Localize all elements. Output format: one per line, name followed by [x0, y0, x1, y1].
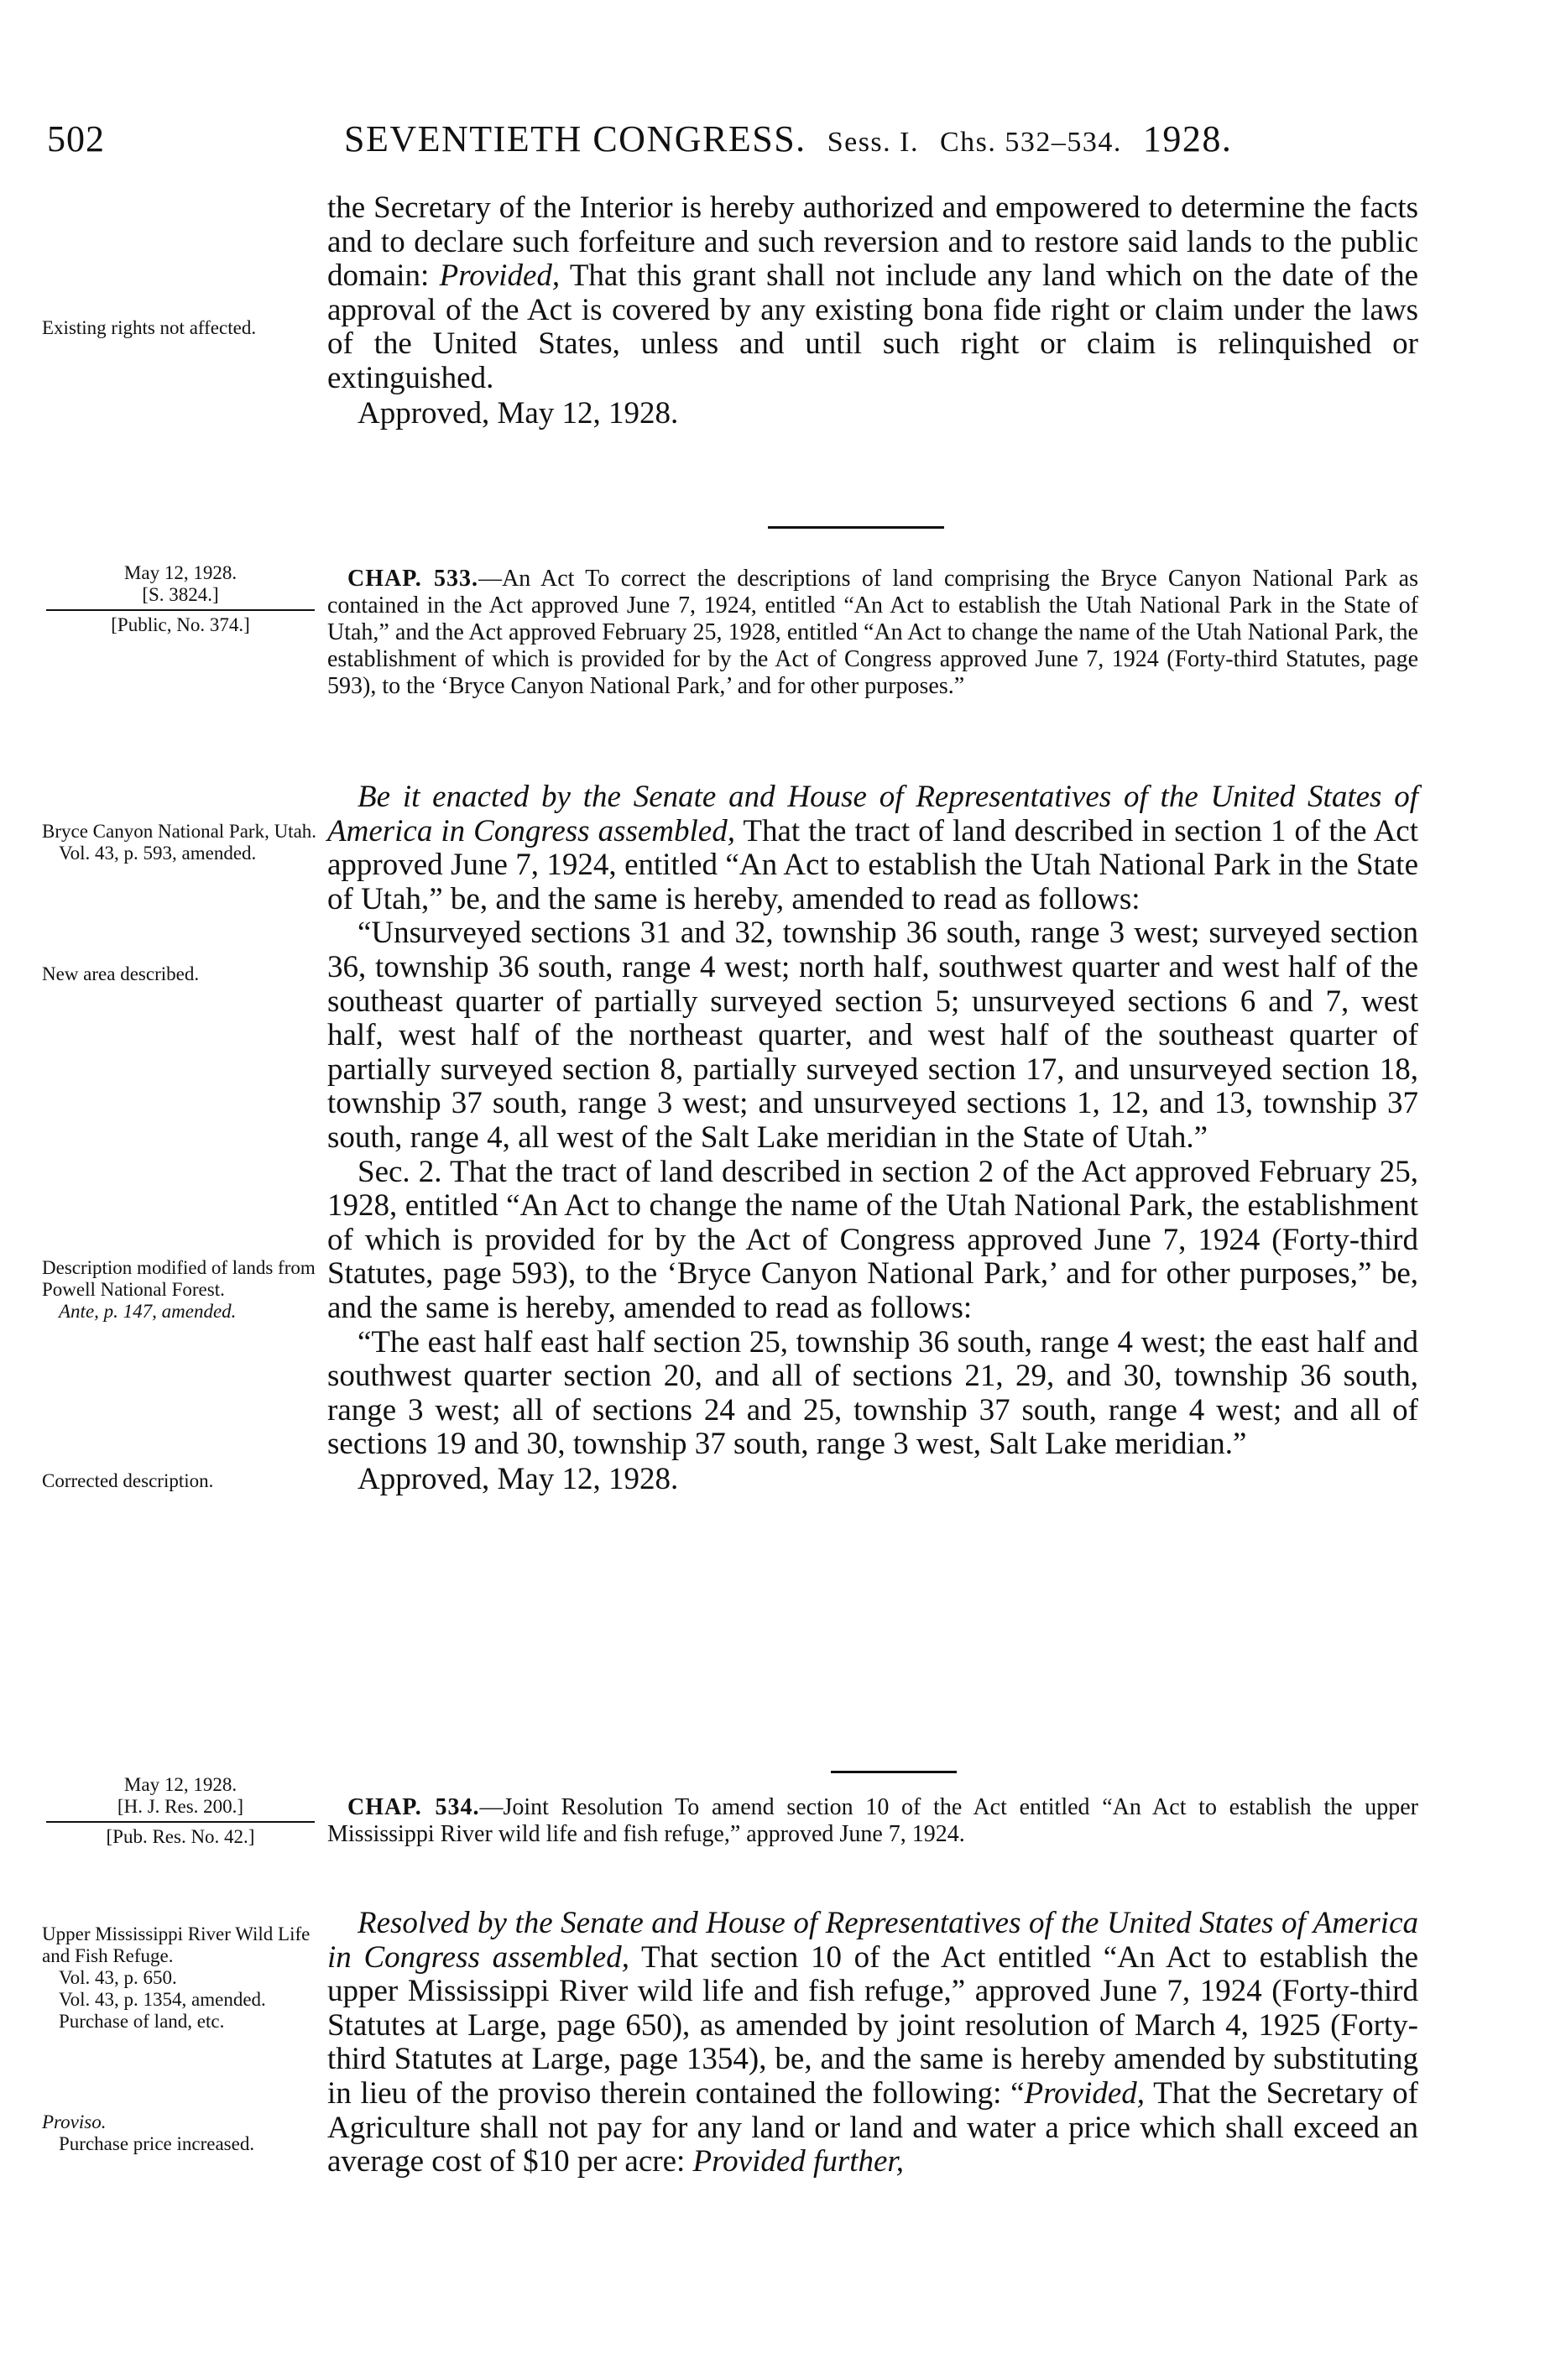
- chap532-approved: Approved, May 12, 1928.: [358, 395, 679, 431]
- chapter-divider-2: [831, 1771, 957, 1773]
- running-head-main: SEVENTIETH CONGRESS.: [344, 118, 806, 159]
- running-head-session: Sess. I.: [827, 127, 919, 158]
- chap532-text-before-proviso: the Secretary of the Interior is hereby authorized and empowered to determine the facts and to declare such forfeiture and such reversion and to restore said lands to the public domain:: [327, 191, 1418, 294]
- margin-bryce-title: Bryce Canyon National Park, Utah.: [42, 821, 317, 842]
- chap533-enacting-clause: Be it enacted by the Senate and House of Representatives of the United States of America in Congress assembled,: [327, 780, 1418, 848]
- chap534-title: —Joint Resolution To amend section 10 of the Act entitled “An Act to establish the upper Mississippi River wild life and fish refuge,” approved June 7, 1924.: [327, 1794, 1418, 1847]
- chap533-section2-paragraph: [327, 1156, 1418, 1326]
- chap532-provided: Provided,: [439, 258, 561, 294]
- margin-refuge-ref2: Vol. 43, p. 1354, amended.: [59, 1989, 266, 2010]
- chap533-label: CHAP. 533.: [347, 566, 479, 592]
- chapter-divider: [768, 526, 944, 529]
- chap533-enacting-paragraph: [327, 780, 1418, 916]
- chap533-margin-citation: [42, 562, 319, 636]
- margin-note-new-area: New area described.: [42, 963, 200, 984]
- chap533-section2-label: Sec. 2.: [358, 1154, 442, 1189]
- chap533-quoted-description-1: “Unsurveyed sections 31 and 32, township 36 south, range 3 west; surveyed section 36, township 36 south, range 4 west; north half, southwest quarter and west half of the southeast quarter of partially surveyed section 5; unsurveyed sections 6 and 7, west half, west half of the northeast quarter, and west half of the southeast quarter of partially surveyed section 8, partially surveyed section 17, and unsurveyed section 18, township 37 south, range 3 west; and unsurveyed sections 1, 12, and 13, township 37 south, range 4, all west of the Salt Lake meridian in the State of Utah.”: [327, 916, 1418, 1155]
- margin-price-increased: Purchase price increased.: [59, 2133, 255, 2154]
- margin-purchase: Purchase of land, etc.: [59, 2011, 225, 2032]
- chap533-margin-date: May 12, 1928.: [123, 562, 237, 583]
- chap534-margin-date: May 12, 1928.: [123, 1774, 237, 1795]
- running-head-chapters: Chs. 532–534.: [939, 127, 1122, 158]
- margin-proviso-label: Proviso.: [42, 2111, 107, 2132]
- chap534-margin-public: [Pub. Res. No. 42.]: [106, 1826, 255, 1847]
- margin-note-bryce-canyon: [42, 821, 319, 864]
- chap534-text-before-provided: That section 10 of the Act entitled “An Act to establish the upper Mississippi River wild life and fish refuge,” approved June 7, 1924 (Forty-third Statutes at Large, page 650), as amended by joint resolution of March 4, 1925 (Forty-third Statutes at Large, page 1354), be, and the same is hereby amended by substituting in lieu of the proviso therein contained the following: “: [327, 1939, 1418, 2111]
- chap533-quoted-description-2: “The east half east half section 25, township 36 south, range 4 west; the east half and southwest quarter section 20, and all of sections 21, 29, and 30, township 36 south, range 3 west; all of sections 24 and 25, township 37 south, range 4 west; and all of sections 19 and 30, township 37 south, range 3 west, Salt Lake meridian.”: [327, 1324, 1418, 1462]
- margin-note-existing-rights: Existing rights not affected.: [42, 317, 257, 338]
- chap534-margin-rule: [46, 1821, 315, 1823]
- running-head-year: 1928.: [1142, 118, 1233, 159]
- running-head: [344, 117, 1232, 160]
- page-number: 502: [47, 118, 105, 159]
- chap534-provided-further: Provided further,: [692, 2144, 904, 2179]
- chap533-approved: Approved, May 12, 1928.: [358, 1461, 679, 1496]
- chap534-margin-citation: [42, 1774, 319, 1848]
- chap534-heading: [327, 1794, 1418, 1848]
- chap533-margin-bill: [S. 3824.]: [142, 584, 219, 605]
- margin-note-corrected-description: Corrected description.: [42, 1470, 214, 1491]
- margin-description-title: Description modified of lands from Powell National Forest.: [42, 1257, 316, 1300]
- margin-note-refuge: [42, 1923, 319, 2033]
- chap533-margin-rule: [46, 609, 315, 611]
- chap533-title: —An Act To correct the descriptions of land comprising the Bryce Canyon National Park as contained in the Act approved June 7, 1924, entitled “An Act to establish the Utah National Park in the State of Utah,” and the Act approved February 25, 1928, entitled “An Act to change the name of the Utah National Park, the establishment of which is provided for by the Act of Congress approved June 7, 1924 (Forty-third Statutes, page 593), to the ‘Bryce Canyon National Park,’ and for other purposes.”: [327, 566, 1418, 699]
- chap533-section1: That the tract of land described in section 1 of the Act approved June 7, 1924, entitled “An Act to establish the Utah National Park in the State of Utah,” be, and the same is hereby, amended to read as follows:: [327, 813, 1418, 916]
- chap533-section2: That the tract of land described in section 2 of the Act approved February 25, 1928, entitled “An Act to change the name of the Utah National Park, the establishment of which is provided for by the Act of Congress approved June 7, 1924 (Forty-third Statutes, page 593), to the ‘Bryce Canyon National Park,’ and for other purposes,” be, and the same is hereby, amended to read as follows:: [327, 1154, 1418, 1325]
- chap534-resolving-clause: Resolved by the Senate and House of Representatives of the United States of America in Congress assembled,: [327, 1906, 1418, 1975]
- margin-refuge-ref1: Vol. 43, p. 650.: [59, 1967, 177, 1988]
- chap532-continuation: [327, 191, 1418, 431]
- chap533-margin-public: [Public, No. 374.]: [111, 614, 250, 635]
- chap532-proviso-paragraph: [327, 191, 1418, 396]
- chap534-margin-bill: [H. J. Res. 200.]: [117, 1796, 244, 1817]
- chap534-resolving-paragraph: [327, 1907, 1418, 2179]
- chap533-heading: [327, 566, 1418, 700]
- chap534-body: [327, 1907, 1418, 2179]
- margin-note-proviso: [42, 2111, 319, 2155]
- chap534-provided: Provided,: [1024, 2075, 1146, 2111]
- chap534-text-after-provided: That the Secretary of Agriculture shall not pay for any land or land and water a price which shall exceed an average cost of $10 per acre:: [327, 2075, 1418, 2179]
- chap533-body: [327, 780, 1418, 1496]
- page-header: [0, 117, 1545, 168]
- margin-note-description-modified: [42, 1257, 319, 1323]
- chap534-label: CHAP. 534.: [347, 1794, 480, 1820]
- margin-bryce-ref: Vol. 43, p. 593, amended.: [59, 843, 257, 864]
- margin-description-ref: Ante, p. 147, amended.: [59, 1301, 237, 1322]
- chap532-text-after-proviso: That this grant shall not include any land which on the date of the approval of the Act is covered by any existing bona fide right or claim under the laws of the United States, unless and until such right or claim is relinquished or extinguished.: [327, 258, 1419, 395]
- margin-refuge-title: Upper Mississippi River Wild Life and Fish Refuge.: [42, 1923, 311, 1966]
